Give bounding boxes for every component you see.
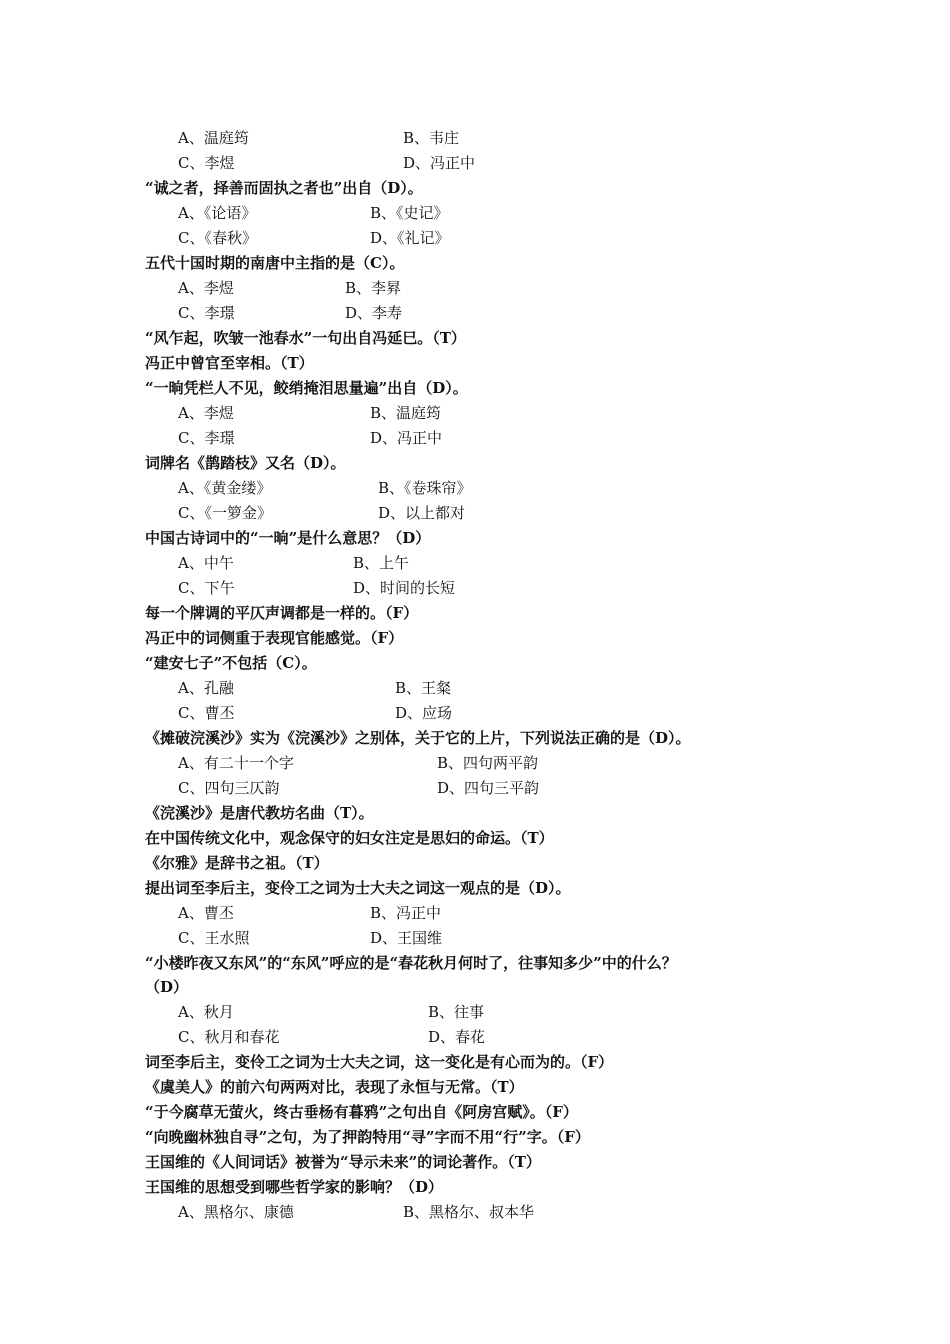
question-text: “一晌凭栏人不见，鲛绡掩泪思量遍”出自（D）。 — [145, 379, 468, 397]
question-text: 词牌名《鹊踏枝》又名（D）。 — [145, 454, 346, 472]
answer-option: B、《卷珠帘》 — [378, 479, 472, 497]
answer-option: B、黑格尔、叔本华 — [403, 1203, 535, 1221]
answer-option: B、往事 — [428, 1003, 485, 1021]
question-text: 每一个牌调的平仄声调都是一样的。（F） — [145, 604, 419, 622]
answer-option: D、《礼记》 — [370, 229, 450, 247]
answer-option: D、时间的长短 — [353, 579, 456, 597]
question-text: “向晚幽林独自寻”之句，为了押韵特用“寻”字而不用“行”字。（F） — [145, 1128, 590, 1146]
answer-option: D、李寿 — [345, 304, 403, 322]
answer-option: A、温庭筠 — [178, 129, 249, 147]
question-text: 《虞美人》的前六句两两对比，表现了永恒与无常。（T） — [145, 1078, 524, 1096]
answer-option: A、秋月 — [178, 1003, 234, 1021]
question-text: “建安七子”不包括（C）。 — [145, 654, 317, 672]
answer-option: C、李璟 — [178, 429, 235, 447]
question-text: 冯正中的词侧重于表现官能感觉。（F） — [145, 629, 404, 647]
answer-option: A、有二十一个字 — [178, 754, 294, 772]
answer-option: D、四句三平韵 — [437, 779, 540, 797]
answer-option: B、《史记》 — [370, 204, 449, 222]
answer-option: B、李昪 — [345, 279, 402, 297]
answer-option: A、《黄金缕》 — [178, 479, 272, 497]
question-text: 《浣溪沙》是唐代教坊名曲（T）。 — [145, 804, 374, 822]
question-text: （D） — [145, 978, 189, 996]
answer-option: B、韦庄 — [403, 129, 460, 147]
question-text: 词至李后主，变伶工之词为士大夫之词，这一变化是有心而为的。（F） — [145, 1053, 614, 1071]
answer-option: C、《春秋》 — [178, 229, 257, 247]
question-text: “于今腐草无萤火，终古垂杨有暮鸦”之句出自《阿房宫赋》。（F） — [145, 1103, 578, 1121]
answer-option: D、冯正中 — [370, 429, 443, 447]
answer-option: B、冯正中 — [370, 904, 442, 922]
question-text: “风乍起，吹皱一池春水”一句出自冯延巳。（T） — [145, 329, 466, 347]
answer-option: B、王粲 — [395, 679, 452, 697]
answer-option: C、四句三仄韵 — [178, 779, 280, 797]
answer-option: C、下午 — [178, 579, 235, 597]
question-text: “诚之者，择善而固执之者也”出自（D）。 — [145, 179, 423, 197]
answer-option: C、秋月和春花 — [178, 1028, 280, 1046]
answer-option: A、孔融 — [178, 679, 234, 697]
answer-option: A、李煜 — [178, 404, 234, 422]
answer-option: C、李璟 — [178, 304, 235, 322]
question-text: “小楼昨夜又东风”的“东风”呼应的是“春花秋月何时了，往事知多少”中的什么？ — [145, 954, 677, 972]
question-text: 《摊破浣溪沙》实为《浣溪沙》之别体，关于它的上片，下列说法正确的是（D）。 — [145, 729, 691, 747]
answer-option: D、冯正中 — [403, 154, 476, 172]
answer-option: B、四句两平韵 — [437, 754, 539, 772]
answer-option: A、黑格尔、康德 — [178, 1203, 294, 1221]
answer-option: D、王国维 — [370, 929, 443, 947]
answer-option: C、《一箩金》 — [178, 504, 272, 522]
question-text: 在中国传统文化中，观念保守的妇女注定是思妇的命运。（T） — [145, 829, 554, 847]
question-text: 《尔雅》是辞书之祖。（T） — [145, 854, 329, 872]
answer-option: C、曹丕 — [178, 704, 235, 722]
answer-option: D、应玚 — [395, 704, 453, 722]
question-text: 冯正中曾官至宰相。（T） — [145, 354, 314, 372]
answer-option: A、曹丕 — [178, 904, 234, 922]
question-text: 五代十国时期的南唐中主指的是（C）。 — [145, 254, 405, 272]
question-text: 提出词至李后主，变伶工之词为士大夫之词这一观点的是（D）。 — [145, 879, 571, 897]
answer-option: A、中午 — [178, 554, 234, 572]
question-text: 中国古诗词中的“一晌”是什么意思？（D） — [145, 529, 431, 547]
answer-option: C、王水照 — [178, 929, 250, 947]
question-text: 王国维的《人间词话》被誉为“导示未来”的词论著作。（T） — [145, 1153, 541, 1171]
answer-option: A、李煜 — [178, 279, 234, 297]
answer-option: B、温庭筠 — [370, 404, 442, 422]
question-text: 王国维的思想受到哪些哲学家的影响？（D） — [145, 1178, 444, 1196]
answer-option: A、《论语》 — [178, 204, 257, 222]
answer-option: B、上午 — [353, 554, 410, 572]
answer-option: D、春花 — [428, 1028, 486, 1046]
answer-option: C、李煜 — [178, 154, 235, 172]
answer-option: D、以上都对 — [378, 504, 466, 522]
